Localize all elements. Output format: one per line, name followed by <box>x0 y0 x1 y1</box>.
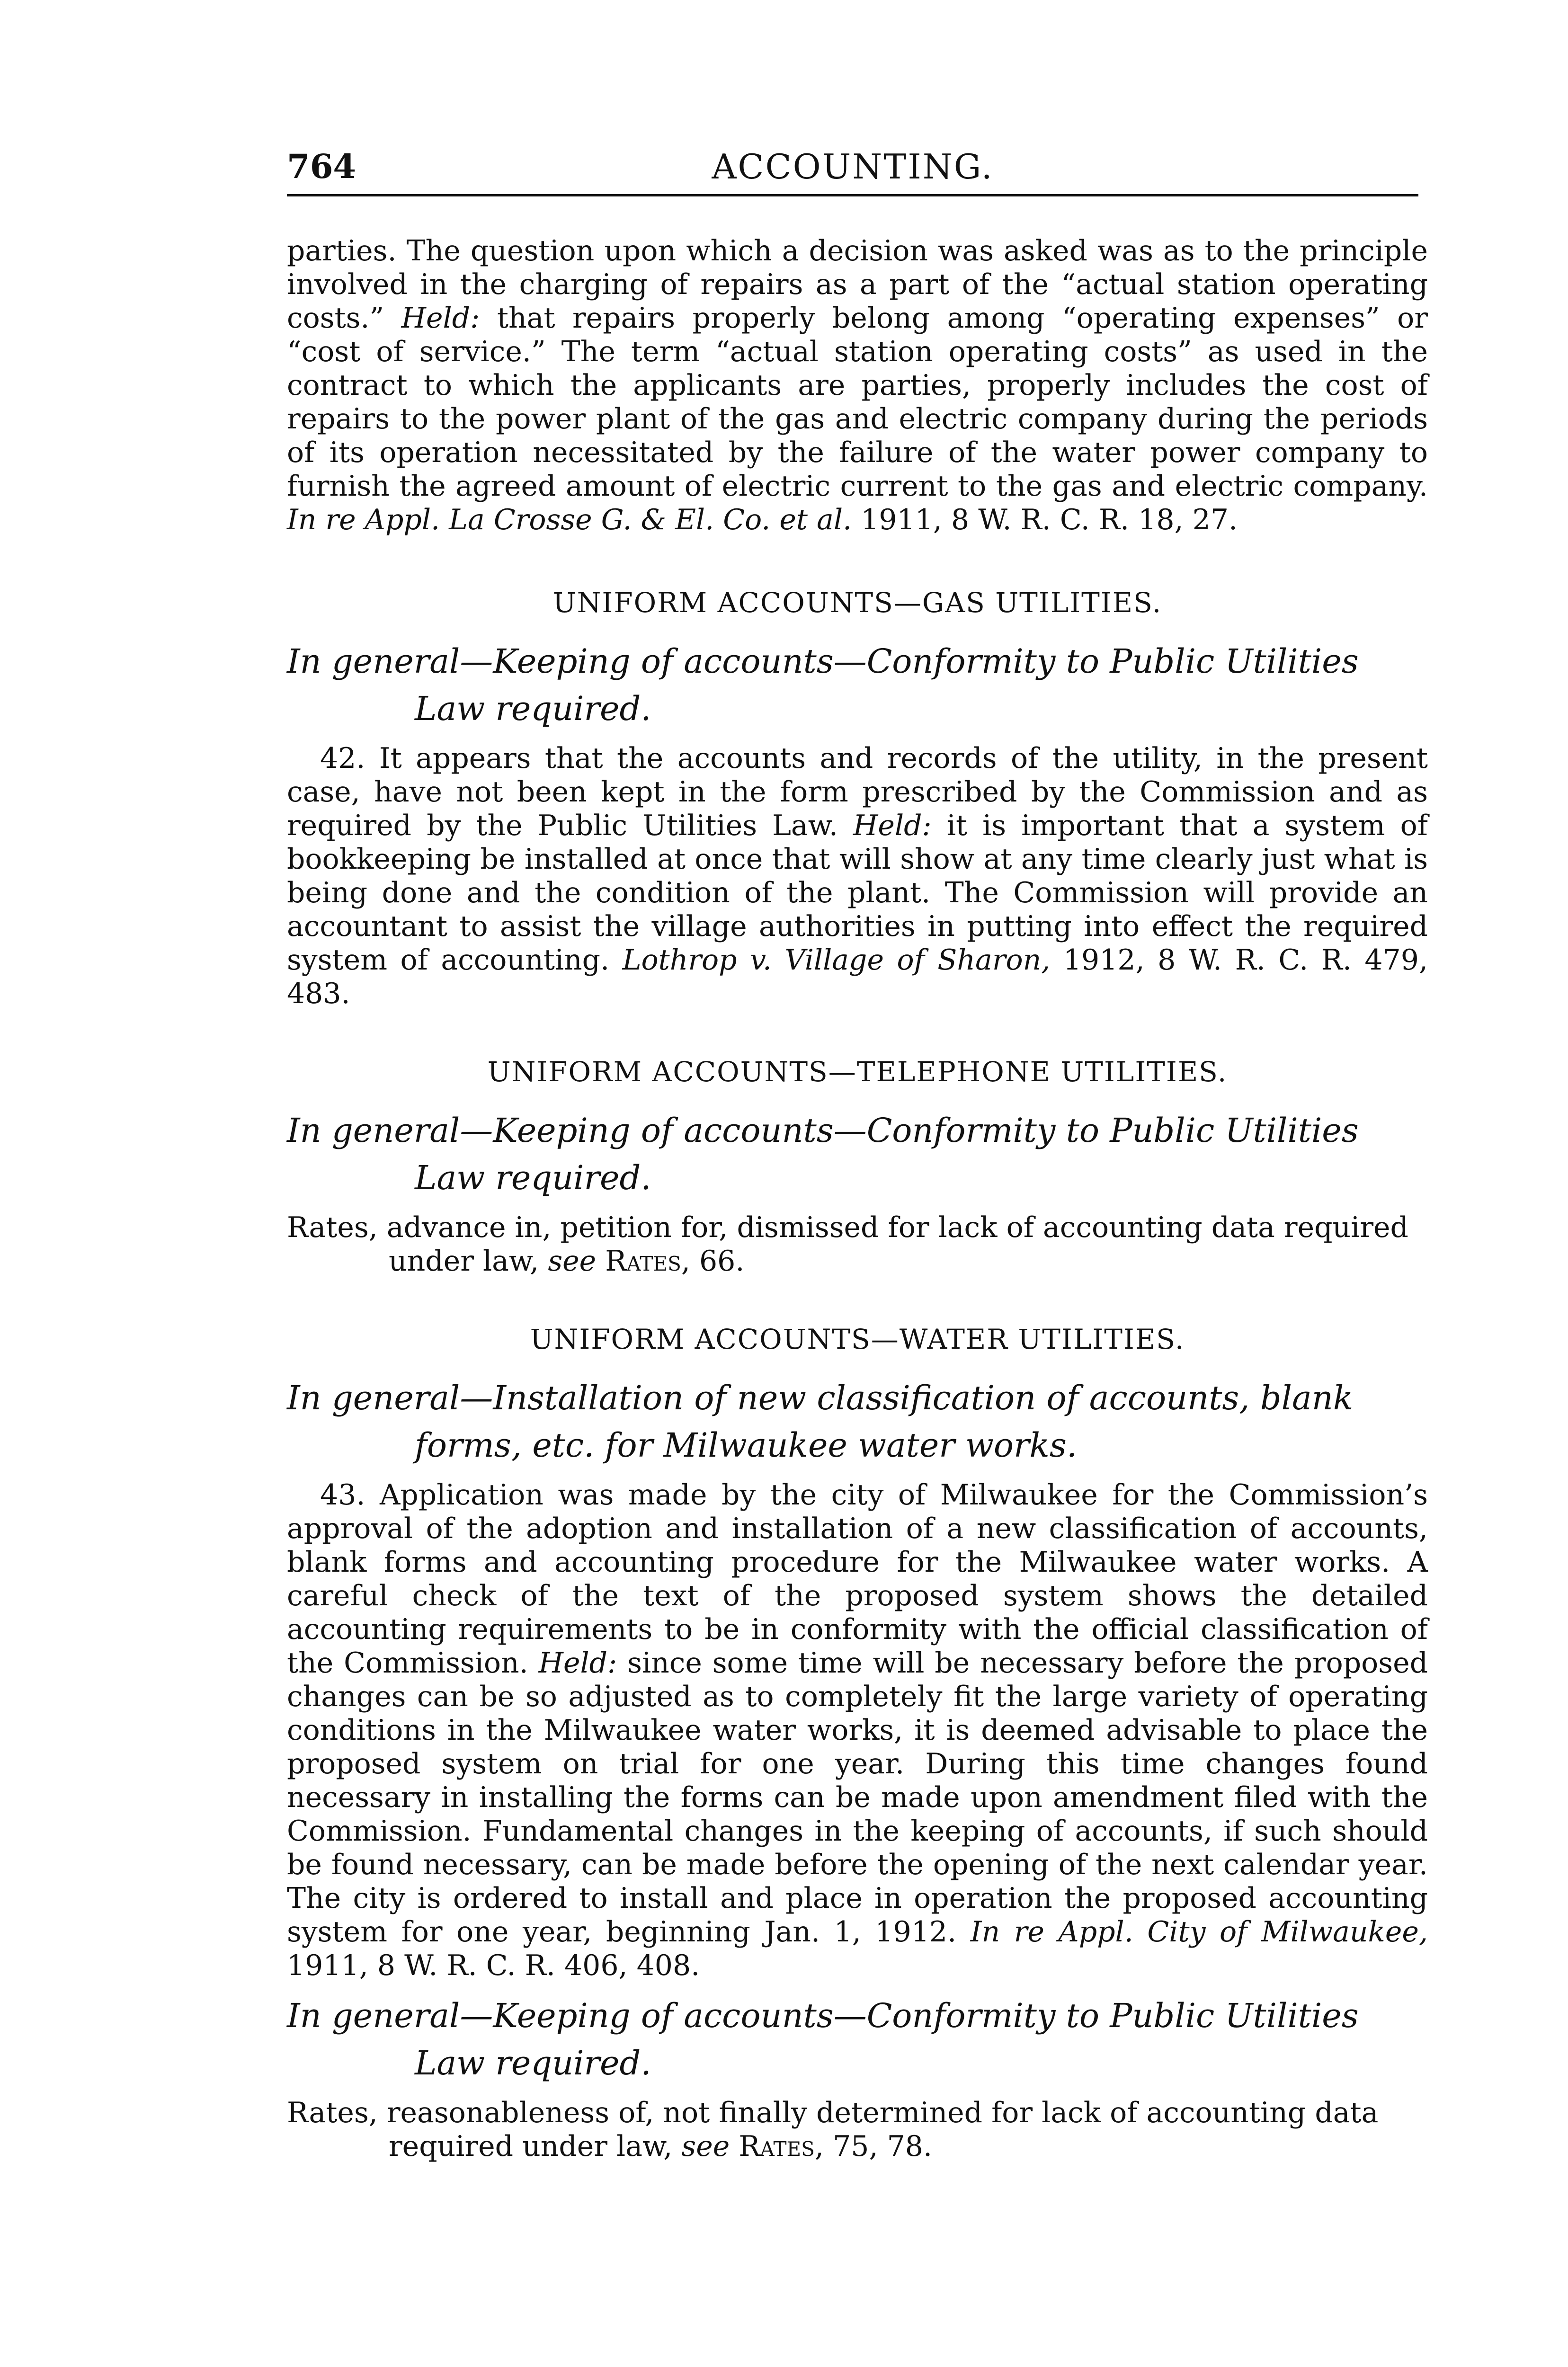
citation-reporter: 1911, 8 W. R. C. R. 406, 408. <box>287 1949 700 1982</box>
citation-reporter: 1911, 8 W. R. C. R. 18, 27. <box>861 503 1238 536</box>
case-citation: In re Appl. City of Milwaukee, <box>970 1915 1428 1949</box>
paragraph-text-2: it is important that a system of bookkeeping be installed at once that will show at any time clearly just what is being done and the condition of the plant. The Commission will provide an accountant to assist the village authorities in putting into effect the required system of accounting. <box>287 809 1428 977</box>
paragraph-number: 43. <box>320 1478 365 1512</box>
cross-reference-text: Rates, reasonableness of, not finally determined for lack of accounting data required under law, <box>287 2096 1379 2163</box>
page-number: 764 <box>287 147 356 186</box>
cross-reference-text: Rates, advance in, petition for, dismissed for lack of accounting data required under law, <box>287 1211 1408 1278</box>
paragraph-text-2: since some time will be necessary before the proposed changes can be so adjusted as to completely fit the large variety of operating conditions in the Milwaukee water works, it is deemed advisable to place the proposed system on trial for one year. During this time changes found necessary in installing the forms can be made upon amendment filed with the Commission. Fundamental changes in the keeping of accounts, if such should be found necessary, can be made before the opening of the next calendar year. The city is ordered to install and place in operation the proposed accounting system for one year, beginning Jan. 1, 1912. <box>287 1646 1428 1949</box>
case-citation: Lothrop v. Village of Sharon, <box>622 943 1051 977</box>
intro-text-2: that repairs properly belong among “operating expenses” or “cost of service.” The term “actual station operating costs” as used in the contract to which the applicants are parties, properly includes the cost of repairs to the power plant of the gas and electric company during the periods of its operation necessitated by the failure of the water power company to furnish the agreed amount of electric current to the gas and electric company. <box>287 302 1428 503</box>
section-heading-telephone: UNIFORM ACCOUNTS—TELEPHONE UTILITIES. <box>487 1056 1228 1088</box>
held-label: Held: <box>853 809 932 842</box>
running-title: ACCOUNTING. <box>712 147 994 187</box>
held-label: Held: <box>401 302 480 335</box>
reference-numbers: , 75, 78. <box>814 2130 933 2163</box>
topic-heading-water-2: In general—Keeping of accounts—Conformity to Public Utilities Law required. <box>287 1996 1359 2082</box>
citation-reporter: 1912, 8 W. R. C. R. 479, 483. <box>287 943 1428 1010</box>
cross-reference <box>287 2096 1428 2163</box>
held-label: Held: <box>538 1646 617 1680</box>
topic-heading-water: In general—Installation of new classification of accounts, blank forms, etc. for Milwaukee water works. <box>287 1379 1354 1465</box>
paragraph-43 <box>287 1478 1428 1983</box>
topic-heading-telephone: In general—Keeping of accounts—Conformity to Public Utilities Law required. <box>287 1111 1359 1197</box>
reference-numbers: , 66. <box>681 1245 745 1278</box>
case-citation: In re Appl. La Crosse G. & El. Co. et al. <box>287 503 852 536</box>
see-label: see <box>681 2130 730 2163</box>
header-rule <box>287 194 1418 196</box>
paragraph-text: It appears that the accounts and records of the utility, in the present case, have not been kept in the form prescribed by the Commission and as required by the Public Utilities Law. <box>287 742 1428 842</box>
paragraph-number: 42. <box>320 742 365 775</box>
intro-paragraph <box>287 234 1428 537</box>
page-header <box>287 137 1418 194</box>
section-heading-water: UNIFORM ACCOUNTS—WATER UTILITIES. <box>530 1323 1185 1355</box>
reference-title: Rates <box>605 1245 681 1278</box>
section-heading-gas: UNIFORM ACCOUNTS—GAS UTILITIES. <box>552 587 1162 619</box>
page-body <box>287 234 1428 2163</box>
paragraph-text: Application was made by the city of Milwaukee for the Commission’s approval of the adoption and installation of a new classification of accounts, blank forms and accounting procedure for the Milwaukee water works. A careful check of the text of the proposed system shows the detailed accounting requirements to be in conformity with the official classification of the Commission. <box>287 1478 1428 1680</box>
reference-title: Rates <box>739 2130 815 2163</box>
topic-heading-gas: In general—Keeping of accounts—Conformity to Public Utilities Law required. <box>287 642 1359 728</box>
paragraph-42 <box>287 742 1428 1011</box>
intro-text: parties. The question upon which a decision was asked was as to the principle involved in the charging of repairs as a part of the “actual station operating costs.” <box>287 234 1428 335</box>
see-label: see <box>548 1245 597 1278</box>
cross-reference <box>287 1211 1428 1278</box>
